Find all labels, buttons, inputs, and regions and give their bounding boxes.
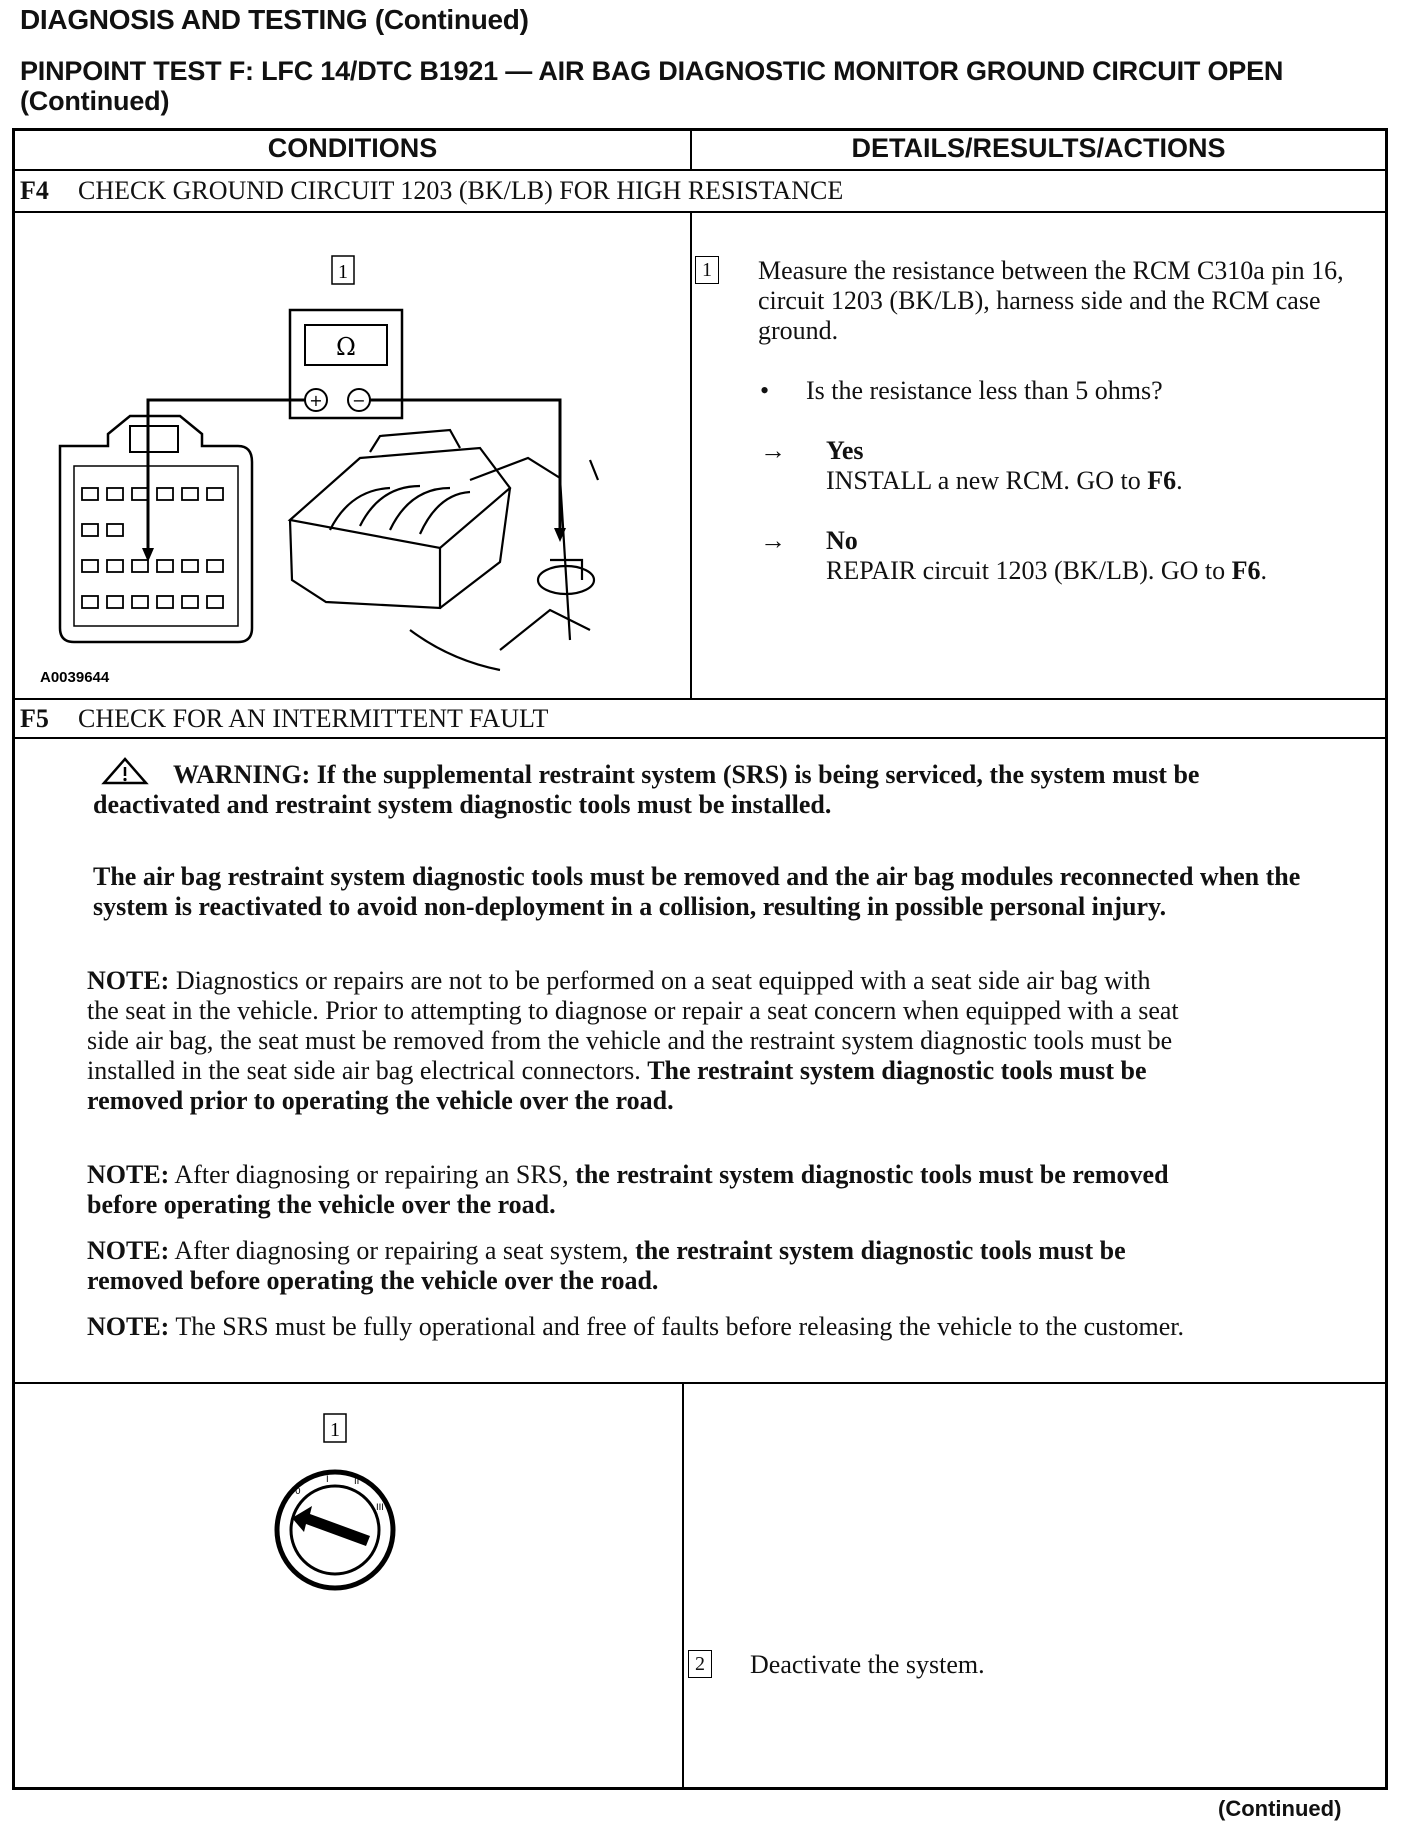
f5-figure-ignition-switch xyxy=(250,1410,420,1610)
pinpoint-test-title: PINPOINT TEST F: LFC 14/DTC B1921 — AIR BAG DIAGNOSTIC MONITOR GROUND CIRCUIT OPEN (Continued) xyxy=(20,56,1284,116)
svg-text:II: II xyxy=(354,1477,360,1487)
f4-yes-arrow: → xyxy=(760,436,786,465)
f4-no-arrow: → xyxy=(760,526,786,555)
svg-text:0: 0 xyxy=(295,1487,301,1497)
header-divider xyxy=(12,169,1388,171)
f4-no-action: REPAIR circuit 1203 (BK/LB). GO to F6. xyxy=(826,556,1268,585)
f4-question-bullet: • xyxy=(760,376,770,405)
f5-title-divider xyxy=(12,737,1388,739)
rcm-module-drawing xyxy=(290,430,598,670)
page-title: DIAGNOSIS AND TESTING (Continued) xyxy=(20,4,529,35)
f5-warning-2: The air bag restraint system diagnostic tools must be removed and the air bag modules reconnected when the system is reactivated to avoid non-deployment in a collision, resulting in possible personal injury. xyxy=(93,862,1301,921)
ignition-key-pointer xyxy=(292,1506,370,1546)
col-divider-f4 xyxy=(690,212,692,699)
table-border-top xyxy=(12,128,1388,131)
f4-yes-action: INSTALL a new RCM. GO to F6. xyxy=(826,466,1183,495)
f4-title-divider xyxy=(12,211,1388,213)
table-border-left xyxy=(12,128,15,1790)
table-border-right xyxy=(1385,128,1388,1790)
f5-row-title xyxy=(20,704,548,734)
continued-footer: (Continued) xyxy=(1218,1796,1342,1821)
f5-code: F5 xyxy=(20,704,49,733)
f4-figure-id: A0039644 xyxy=(40,669,110,686)
table-border-bottom xyxy=(12,1787,1388,1790)
f5-step-2-text: Deactivate the system. xyxy=(750,1650,985,1679)
f5-step-2-marker: 2 xyxy=(688,1650,712,1678)
svg-text:I: I xyxy=(326,1475,329,1485)
f4-yes-label: Yes xyxy=(826,436,864,465)
col-divider-f5 xyxy=(682,1383,684,1788)
svg-text:III: III xyxy=(376,1503,384,1513)
positive-lead xyxy=(148,400,305,550)
f4-no-label: No xyxy=(826,526,858,555)
f4-step-1-marker: 1 xyxy=(695,256,719,284)
f4-step-1-text: Measure the resistance between the RCM C310a pin 16, circuit 1203 (BK/LB), harness side and the RCM case ground. xyxy=(758,256,1344,345)
f4-row-title xyxy=(20,176,843,206)
f5-note-2: NOTE: After diagnosing or repairing an SRS, the restraint system diagnostic tools must be removed before operating the vehicle over the road. xyxy=(87,1160,1169,1219)
f5-note-4: NOTE: The SRS must be fully operational and free of faults before releasing the vehicle to the customer. xyxy=(87,1312,1185,1341)
negative-lead xyxy=(370,400,560,530)
svg-text:+: + xyxy=(309,391,323,410)
f4-code: F4 xyxy=(20,176,49,205)
f5-title: CHECK FOR AN INTERMITTENT FAULT xyxy=(78,704,549,733)
f4-figure-callout: 1 xyxy=(338,261,348,283)
f5-warning-1: WARNING: If the supplemental restraint system (SRS) is being serviced, the system must be deactivated and restraint system diagnostic tools must be installed. xyxy=(93,760,1200,819)
f4-question: Is the resistance less than 5 ohms? xyxy=(806,376,1163,405)
f4-figure-multimeter-connector xyxy=(30,230,670,690)
f5-note-1: NOTE: Diagnostics or repairs are not to be performed on a seat equipped with a seat side air bag with the seat in the vehicle. Prior to attempting to diagnose or repair a seat concern when equipped with a seat side air bag, the seat must be removed from the vehicle and the restraint system diagnostic tools must be installed in the seat side air bag electrical connectors. The restraint system diagnostic tools must be removed prior to operating the vehicle over the road. xyxy=(87,966,1179,1115)
f5-notes-divider xyxy=(12,1382,1388,1384)
f5-top-divider xyxy=(12,698,1388,700)
details-header: DETAILS/RESULTS/ACTIONS xyxy=(851,133,1226,163)
svg-text:−: − xyxy=(352,391,366,410)
ohm-symbol: Ω xyxy=(336,333,356,361)
f5-note-3: NOTE: After diagnosing or repairing a seat system, the restraint system diagnostic tools must be removed before operating the vehicle over the road. xyxy=(87,1236,1126,1295)
f4-title: CHECK GROUND CIRCUIT 1203 (BK/LB) FOR HIGH RESISTANCE xyxy=(78,176,844,205)
f5-figure-callout: 1 xyxy=(330,1419,340,1441)
conditions-header: CONDITIONS xyxy=(267,133,438,163)
